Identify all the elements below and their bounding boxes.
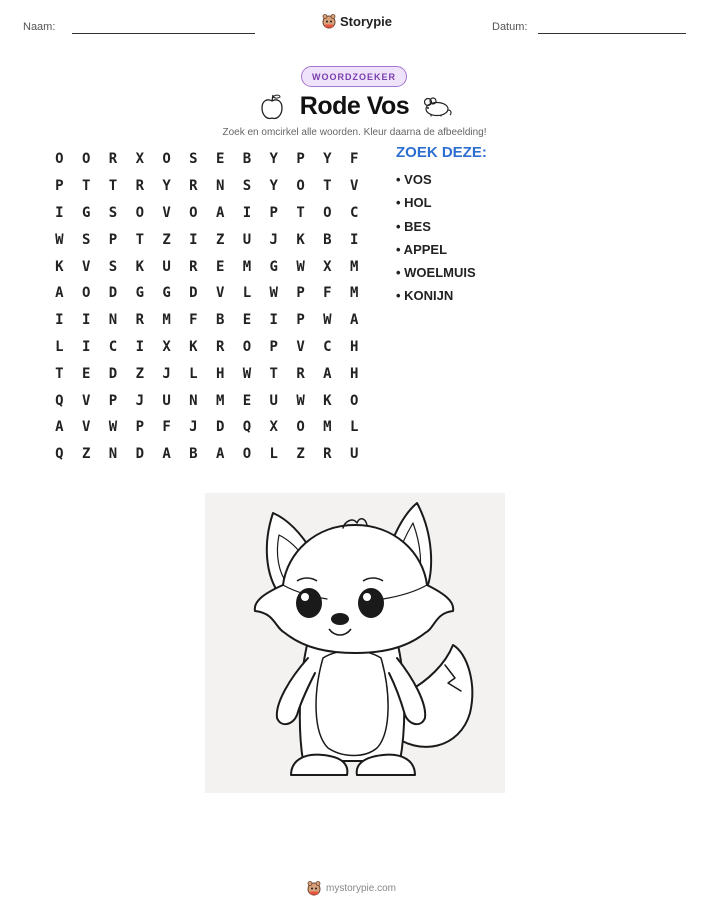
grid-cell: Q bbox=[55, 446, 64, 463]
grid-cell: X bbox=[135, 151, 144, 168]
grid-cell: G bbox=[135, 285, 144, 302]
grid-cell: W bbox=[55, 231, 64, 248]
grid-cell: H bbox=[215, 365, 225, 382]
grid-cell: O bbox=[162, 151, 171, 168]
grid-cell: E bbox=[242, 392, 252, 409]
brand-name: Storypie bbox=[340, 13, 393, 29]
grid-cell: K bbox=[323, 392, 332, 409]
grid-cell: K bbox=[296, 231, 305, 248]
storypie-mascot-icon bbox=[322, 13, 336, 29]
grid-cell: J bbox=[269, 231, 278, 248]
grid-cell: K bbox=[135, 258, 144, 275]
grid-cell: T bbox=[81, 178, 91, 195]
word-list bbox=[396, 171, 476, 311]
grid-cell: E bbox=[81, 365, 91, 382]
grid-cell: B bbox=[323, 231, 332, 248]
grid-cell: U bbox=[242, 231, 252, 248]
grid-cell: K bbox=[55, 258, 64, 275]
grid-cell: L bbox=[349, 419, 359, 436]
grid-cell: Z bbox=[296, 446, 305, 463]
grid-cell: E bbox=[242, 312, 252, 329]
grid-cell: O bbox=[81, 151, 91, 168]
grid-cell: O bbox=[349, 392, 359, 409]
grid-cell: O bbox=[242, 338, 252, 355]
grid-cell: O bbox=[55, 151, 64, 168]
grid-cell: W bbox=[296, 392, 305, 409]
grid-cell: A bbox=[162, 446, 171, 463]
grid-cell: L bbox=[269, 446, 278, 463]
grid-cell: B bbox=[242, 151, 252, 168]
grid-cell: W bbox=[269, 285, 278, 302]
grid-cell: M bbox=[162, 312, 171, 329]
grid-cell: A bbox=[55, 419, 64, 436]
grid-cell: I bbox=[189, 231, 198, 248]
grid-cell: A bbox=[55, 285, 64, 302]
grid-cell: N bbox=[215, 178, 225, 195]
grid-cell: W bbox=[108, 419, 118, 436]
grid-cell: V bbox=[215, 285, 225, 302]
grid-cell: E bbox=[215, 151, 225, 168]
grid-cell: H bbox=[349, 338, 359, 355]
date-line bbox=[538, 33, 686, 34]
grid-cell: V bbox=[296, 338, 305, 355]
fox-illustration bbox=[205, 493, 505, 793]
grid-cell: X bbox=[323, 258, 332, 275]
grid-cell: Y bbox=[323, 151, 332, 168]
grid-cell: R bbox=[108, 151, 118, 168]
grid-cell: O bbox=[323, 204, 332, 221]
grid-cell: W bbox=[323, 312, 332, 329]
word-list-item: • VOS bbox=[396, 172, 432, 187]
grid-cell: S bbox=[81, 231, 91, 248]
footer-url: mystorypie.com bbox=[326, 882, 397, 894]
grid-cell: I bbox=[242, 204, 252, 221]
grid-cell: R bbox=[323, 446, 332, 463]
grid-cell: B bbox=[215, 312, 225, 329]
grid-cell: S bbox=[242, 178, 252, 195]
grid-cell: S bbox=[108, 204, 118, 221]
word-list-item: • WOELMUIS bbox=[396, 265, 476, 281]
word-search-grid bbox=[46, 146, 368, 468]
grid-cell: P bbox=[296, 312, 305, 329]
grid-cell: K bbox=[189, 338, 198, 355]
grid-cell: P bbox=[269, 204, 278, 221]
grid-cell: M bbox=[242, 258, 252, 275]
name-label: Naam: bbox=[23, 21, 56, 33]
grid-cell: A bbox=[323, 365, 332, 382]
grid-cell: D bbox=[108, 365, 118, 382]
grid-cell: L bbox=[189, 365, 198, 382]
grid-cell: P bbox=[296, 151, 305, 168]
grid-cell: T bbox=[296, 204, 305, 221]
grid-cell: O bbox=[135, 204, 144, 221]
grid-cell: D bbox=[108, 285, 118, 302]
grid-cell: V bbox=[81, 419, 91, 436]
grid-cell: P bbox=[108, 231, 118, 248]
date-label: Datum: bbox=[492, 21, 528, 33]
grid-cell: Q bbox=[242, 419, 252, 436]
grid-cell: I bbox=[81, 312, 91, 329]
grid-cell: C bbox=[108, 338, 118, 355]
grid-cell: P bbox=[135, 419, 144, 436]
grid-cell: I bbox=[135, 338, 144, 355]
grid-cell: G bbox=[81, 204, 91, 221]
word-list-item: • KONIJN bbox=[396, 288, 454, 304]
word-list-item: • HOL bbox=[396, 195, 432, 211]
grid-cell: B bbox=[189, 446, 198, 463]
grid-cell: G bbox=[269, 258, 278, 275]
grid-cell: R bbox=[189, 178, 198, 195]
footer bbox=[307, 880, 396, 896]
grid-cell: V bbox=[81, 392, 91, 409]
grid-cell: R bbox=[215, 338, 225, 355]
grid-cell: O bbox=[296, 178, 305, 195]
grid-cell: U bbox=[162, 392, 171, 409]
grid-cell: Q bbox=[55, 392, 64, 409]
grid-cell: X bbox=[269, 419, 278, 436]
grid-cell: E bbox=[215, 258, 225, 275]
grid-cell: Y bbox=[269, 178, 278, 195]
fox-coloring-image bbox=[205, 493, 505, 793]
grid-cell: D bbox=[189, 285, 198, 302]
grid-cell: Z bbox=[135, 365, 144, 382]
grid-cell: Y bbox=[269, 151, 278, 168]
grid-cell: P bbox=[55, 178, 64, 195]
grid-cell: U bbox=[269, 392, 278, 409]
grid-cell: M bbox=[215, 392, 225, 409]
grid-cell: Z bbox=[162, 231, 171, 248]
grid-cell: D bbox=[215, 419, 225, 436]
grid-cell: P bbox=[296, 285, 305, 302]
brand-logo bbox=[322, 13, 392, 29]
grid-cell: H bbox=[349, 365, 359, 382]
mouse-icon bbox=[421, 95, 453, 117]
grid-cell: M bbox=[323, 419, 332, 436]
grid-cell: J bbox=[135, 392, 144, 409]
page-title: Rode Vos bbox=[299, 92, 410, 120]
grid-cell: V bbox=[162, 204, 171, 221]
grid-cell: I bbox=[55, 312, 64, 329]
grid-cell: T bbox=[269, 365, 278, 382]
grid-cell: A bbox=[215, 446, 225, 463]
grid-cell: D bbox=[135, 446, 144, 463]
grid-cell: R bbox=[135, 312, 144, 329]
grid-cell: W bbox=[296, 258, 305, 275]
grid-cell: S bbox=[189, 151, 198, 168]
instructions: Zoek en omcirkel alle woorden. Kleur daarna de afbeelding! bbox=[222, 127, 487, 138]
grid-cell: X bbox=[162, 338, 171, 355]
word-list-item: • BES bbox=[396, 218, 431, 234]
word-list-title: ZOEK DEZE: bbox=[396, 144, 487, 161]
grid-cell: T bbox=[135, 231, 144, 248]
grid-cell: I bbox=[55, 204, 64, 221]
grid-cell: T bbox=[108, 178, 118, 195]
grid-cell: V bbox=[81, 258, 91, 275]
grid-cell: N bbox=[108, 446, 118, 463]
grid-cell: P bbox=[269, 338, 278, 355]
grid-cell: T bbox=[55, 365, 64, 382]
word-list-item: • APPEL bbox=[396, 241, 448, 257]
grid-cell: A bbox=[349, 312, 359, 329]
grid-cell: O bbox=[81, 285, 91, 302]
grid-cell: Y bbox=[162, 178, 171, 195]
grid-cell: R bbox=[189, 258, 198, 275]
grid-cell: P bbox=[108, 392, 118, 409]
grid-cell: G bbox=[162, 285, 171, 302]
grid-cell: N bbox=[108, 312, 118, 329]
grid-cell: J bbox=[189, 419, 198, 436]
grid-cell: M bbox=[349, 285, 359, 302]
storypie-mascot-icon bbox=[307, 880, 321, 896]
grid-cell: M bbox=[349, 258, 359, 275]
grid-cell: T bbox=[323, 178, 332, 195]
grid-cell: L bbox=[242, 285, 252, 302]
grid-cell: Z bbox=[81, 446, 91, 463]
grid-cell: S bbox=[108, 258, 118, 275]
grid-cell: A bbox=[215, 204, 225, 221]
grid-cell: C bbox=[323, 338, 332, 355]
grid-cell: N bbox=[189, 392, 198, 409]
grid-cell: I bbox=[269, 312, 278, 329]
grid-cell: O bbox=[242, 446, 252, 463]
grid-cell: F bbox=[323, 285, 332, 302]
grid-cell: W bbox=[242, 365, 252, 382]
grid-cell: C bbox=[349, 204, 359, 221]
grid-cell: R bbox=[135, 178, 144, 195]
grid-cell: O bbox=[296, 419, 305, 436]
grid-cell: F bbox=[189, 312, 198, 329]
grid-cell: U bbox=[162, 258, 171, 275]
grid-cell: J bbox=[162, 365, 171, 382]
grid-cell: R bbox=[296, 365, 305, 382]
grid-cell: O bbox=[189, 204, 198, 221]
grid-cell: U bbox=[349, 446, 359, 463]
grid-cell: V bbox=[349, 178, 359, 195]
grid-cell: L bbox=[55, 338, 64, 355]
name-line bbox=[72, 33, 255, 34]
grid-cell: F bbox=[349, 151, 359, 168]
grid-cell: Z bbox=[215, 231, 225, 248]
worksheet-type-badge: WOORDZOEKER bbox=[301, 66, 407, 87]
grid-cell: F bbox=[162, 419, 171, 436]
grid-cell: I bbox=[349, 231, 359, 248]
grid-cell: I bbox=[81, 338, 91, 355]
